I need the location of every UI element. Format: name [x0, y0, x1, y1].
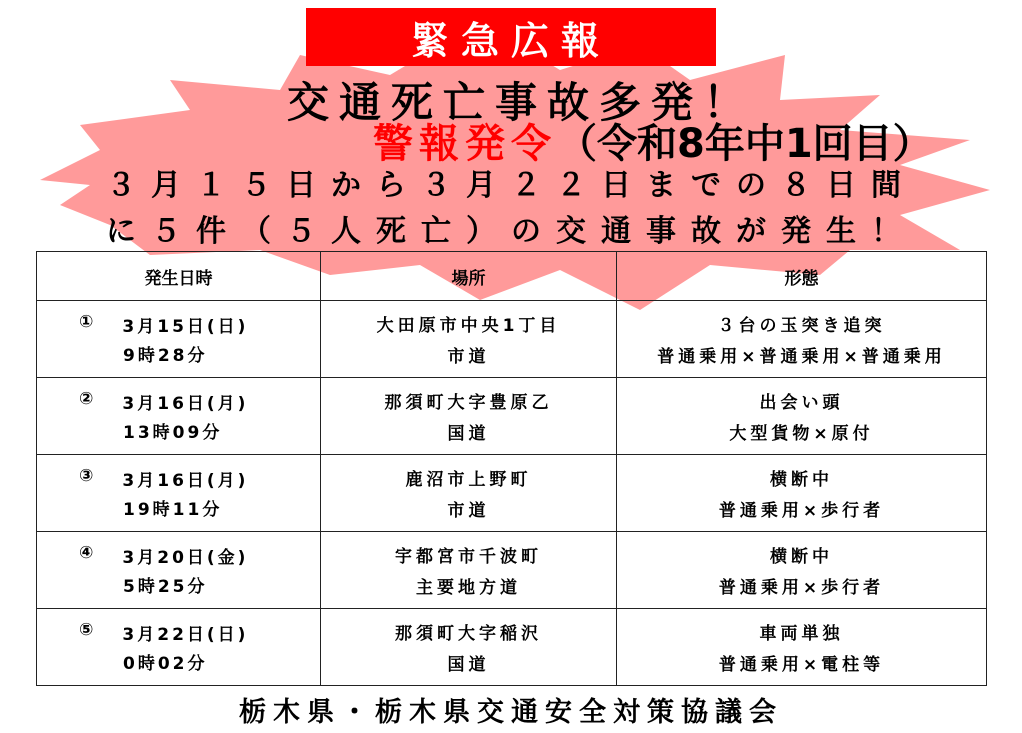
vehicles-involved: 大型貨物×原付 [729, 424, 874, 444]
accident-type: 出会い頭 [759, 393, 844, 413]
row-date: 3月22日(日) [122, 625, 249, 645]
row-time: 0時02分 [123, 654, 208, 674]
location-cell [321, 378, 617, 455]
place-name: 那須町大字稲沢 [395, 624, 542, 644]
alert-subtitle: （令和8年中1回目） [557, 121, 933, 167]
location-cell [321, 455, 617, 532]
alert-title: 警報発令 [373, 121, 557, 167]
row-number: ③ [79, 466, 97, 486]
type-cell [617, 301, 987, 378]
type-cell [617, 455, 987, 532]
road-type: 国道 [447, 424, 490, 444]
datetime-cell [37, 455, 321, 532]
row-date: 3月16日(月) [122, 394, 249, 414]
row-date: 3月15日(日) [122, 317, 249, 337]
datetime-cell [37, 532, 321, 609]
row-number: ⑤ [79, 620, 97, 640]
row-time: 13時09分 [123, 423, 223, 443]
table-row [37, 532, 987, 609]
table-row [37, 455, 987, 532]
header-type: 形態 [617, 252, 987, 301]
row-date: 3月20日(金) [122, 548, 249, 568]
location-cell [321, 301, 617, 378]
location-cell [321, 532, 617, 609]
table-row [37, 378, 987, 455]
location-cell [321, 609, 617, 686]
place-name: 那須町大字豊原乙 [384, 393, 553, 413]
vehicles-involved: 普通乗用×普通乗用×普通乗用 [657, 347, 946, 367]
issuer-footer: 栃木県・栃木県交通安全対策協議会 [239, 697, 783, 728]
vehicles-involved: 普通乗用×電柱等 [718, 655, 885, 675]
header-location: 場所 [321, 252, 617, 301]
accident-type: 車両単独 [759, 624, 844, 644]
road-type: 市道 [447, 347, 490, 367]
row-date: 3月16日(月) [122, 471, 249, 491]
accident-type: 横断中 [770, 470, 833, 490]
summary-line-2: に５件（５人死亡）の交通事故が発生！ [106, 214, 916, 249]
row-number: ④ [79, 543, 97, 563]
type-cell [617, 532, 987, 609]
header-datetime: 発生日時 [37, 252, 321, 301]
type-cell [617, 378, 987, 455]
datetime-cell [37, 301, 321, 378]
summary-line-1: ３月１５日から３月２２日までの８日間 [106, 168, 916, 203]
accident-type: ３台の玉突き追突 [717, 316, 886, 336]
place-name: 鹿沼市上野町 [405, 470, 532, 490]
road-type: 市道 [447, 501, 490, 521]
row-time: 9時28分 [123, 346, 208, 366]
vehicles-involved: 普通乗用×歩行者 [718, 578, 885, 598]
row-number: ② [79, 389, 97, 409]
datetime-cell [37, 378, 321, 455]
table-row [37, 301, 987, 378]
type-cell [617, 609, 987, 686]
datetime-cell [37, 609, 321, 686]
road-type: 国道 [447, 655, 490, 675]
accident-type: 横断中 [770, 547, 833, 567]
row-time: 19時11分 [123, 500, 223, 520]
place-name: 大田原市中央1丁目 [376, 316, 561, 336]
place-name: 宇都宮市千波町 [395, 547, 542, 567]
row-time: 5時25分 [123, 577, 208, 597]
table-header-row [37, 252, 987, 301]
emergency-banner: 緊急広報 [306, 8, 716, 66]
headline: 交通死亡事故多発！ [286, 78, 755, 127]
accident-table [36, 251, 987, 686]
row-number: ① [79, 312, 97, 332]
table-row [37, 609, 987, 686]
road-type: 主要地方道 [416, 578, 521, 598]
vehicles-involved: 普通乗用×歩行者 [718, 501, 885, 521]
